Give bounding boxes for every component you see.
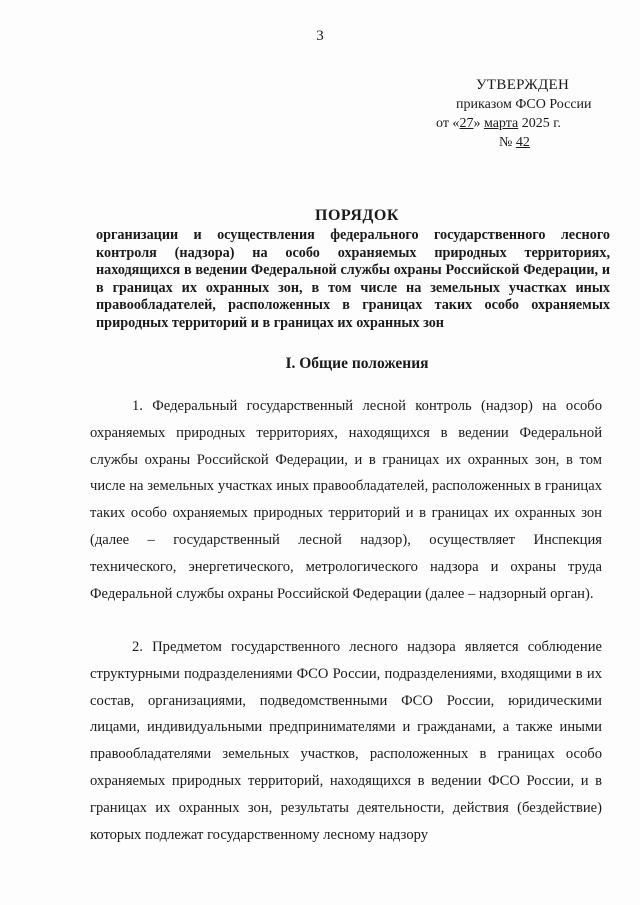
approval-date-mid: »: [473, 116, 484, 131]
section-heading: I. Общие положения: [285, 355, 429, 372]
approval-date-prefix: от «: [436, 116, 460, 131]
approval-number-value: 42: [515, 135, 530, 150]
paragraph-1: 1. Федеральный государственный лесной контроль (надзор) на особо охраняемых природных территориях, находящихся в ведении Федеральной службы охраны Российской Федерации, и в границах их охранных зон, в том числе на земельных участках иных правообладателей, расположенных в границах таких особо охраняемых природных территорий и в границах их охранных зон (далее – государственный лесной надзор), осуществляет Инспекция технического, энергетического, метрологического надзора и охраны труда Федеральной службы охраны Российской Федерации (далее – надзорный орган).: [90, 398, 602, 602]
paragraph-2: 2. Предметом государственного лесного надзора является соблюдение структурными подразделениями ФСО России, подразделениями, входящими в их состав, организациями, подведомственными ФСО России, юридическими лицами, индивидуальными предпринимателями и гражданами, а также иными правообладателями земельных участков, расположенных в границах особо охраняемых природных территорий, находящихся в ведении ФСО России, и в границах их охранных зон, результаты деятельности, действия (бездействие) которых подлежат государственному лесному надзору: [90, 639, 602, 843]
approval-date-year: 2025 г.: [518, 116, 561, 131]
approval-order: приказом ФСО России: [456, 97, 592, 112]
approval-date-day: 27: [459, 116, 474, 131]
approval-number-prefix: №: [499, 135, 516, 150]
approval-date: [436, 114, 616, 133]
approval-date-month: марта: [483, 116, 519, 131]
approval-title: УТВЕРЖДЕН: [476, 77, 570, 93]
page-number: 3: [316, 28, 324, 44]
document-subtitle: организации и осуществления федерального государственного лесного контроля (надзора) на особо охраняемых природных территориях, находящихся в ведении Федеральной службы охраны Российской Федерации, и в границах их охранных зон, в том числе на земельных участках иных правообладателей, расположенных в границах таких особо охраняемых природных территорий и в границах их охранных зон: [96, 227, 610, 331]
approval-number: [436, 133, 616, 152]
approval-stamp: [436, 76, 616, 152]
document-title: ПОРЯДОК: [315, 207, 399, 224]
